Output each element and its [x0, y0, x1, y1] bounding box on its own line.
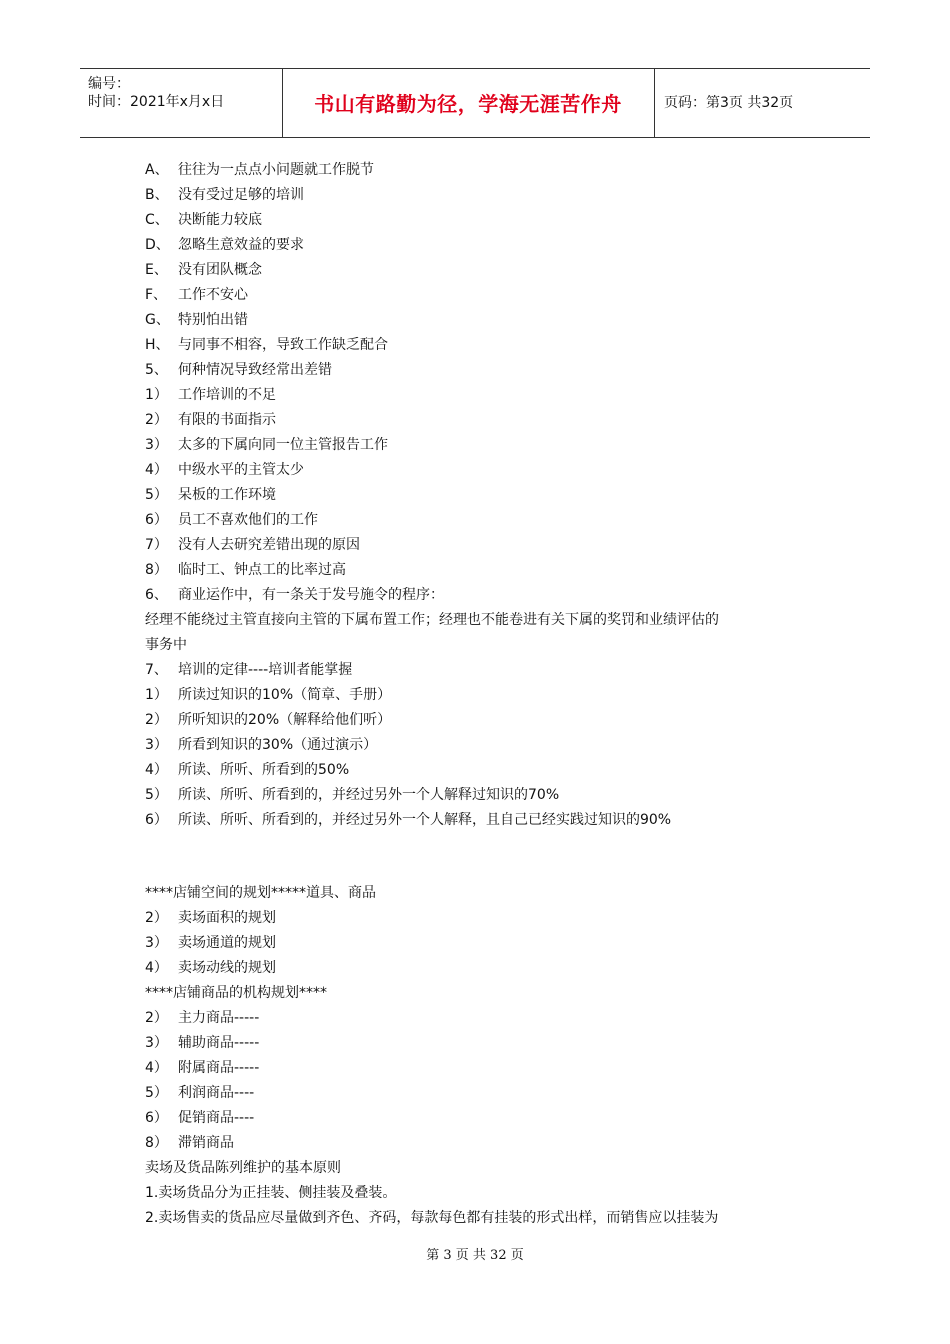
- line-text: 商业运作中，有一条关于发号施令的程序：: [178, 587, 444, 603]
- text-line: [145, 686, 391, 704]
- text-line: [145, 361, 332, 379]
- line-text: 附属商品-----: [178, 1060, 260, 1076]
- line-text: 培训的定律----培训者能掌握: [178, 662, 353, 678]
- text-line: [145, 1109, 254, 1127]
- line-text: 太多的下属向同一位主管报告工作: [178, 437, 388, 453]
- line-text: 所看到知识的30%（通过演示）: [178, 737, 378, 753]
- text-line: [145, 1134, 234, 1152]
- line-text: 没有团队概念: [178, 262, 262, 278]
- line-marker: 3）: [145, 1035, 168, 1051]
- line-marker: 8）: [145, 562, 168, 578]
- text-line: [145, 661, 352, 679]
- line-text: 经理不能绕过主管直接向主管的下属布置工作；经理也不能卷进有关下属的奖罚和业绩评估的: [145, 612, 719, 628]
- text-line: [145, 311, 248, 329]
- text-line: [145, 511, 318, 529]
- line-text: 中级水平的主管太少: [178, 462, 304, 478]
- line-marker: C、: [145, 212, 169, 228]
- line-marker: 7）: [145, 537, 168, 553]
- text-line: [145, 736, 377, 754]
- text-line: [145, 261, 262, 279]
- text-line: [145, 286, 248, 304]
- line-marker: 4）: [145, 762, 168, 778]
- text-line: [145, 536, 360, 554]
- line-text: 呆板的工作环境: [178, 487, 276, 503]
- line-text: 何种情况导致经常出差错: [178, 362, 332, 378]
- line-text: 特别怕出错: [178, 312, 248, 328]
- text-line: [145, 411, 276, 429]
- line-text: ****店铺空间的规划*****道具、商品: [145, 885, 376, 901]
- line-text: 临时工、钟点工的比率过高: [178, 562, 346, 578]
- text-line: [145, 786, 559, 804]
- text-line: [145, 486, 276, 504]
- line-marker: 2）: [145, 412, 168, 428]
- text-line: [145, 1159, 341, 1177]
- document-time-label: 时间：2021年x月x日: [88, 94, 225, 110]
- text-line: [145, 761, 349, 779]
- header-page-label: 页码：第3页 共32页: [664, 95, 794, 111]
- line-marker: 6）: [145, 812, 168, 828]
- text-line: [145, 1084, 254, 1102]
- line-marker: 2）: [145, 1010, 168, 1026]
- text-line: [145, 811, 671, 829]
- line-marker: 2）: [145, 712, 168, 728]
- line-marker: H、: [145, 337, 170, 353]
- line-text: 所读过知识的10%（简章、手册）: [178, 687, 392, 703]
- line-marker: 5、: [145, 362, 168, 378]
- text-line: [145, 711, 391, 729]
- line-marker: B、: [145, 187, 169, 203]
- line-marker: 2）: [145, 910, 168, 926]
- line-text: 卖场及货品陈列维护的基本原则: [145, 1160, 341, 1176]
- line-marker: F、: [145, 287, 168, 303]
- line-text: 工作培训的不足: [178, 387, 276, 403]
- line-marker: 6）: [145, 1110, 168, 1126]
- text-line: [145, 884, 376, 902]
- page-footer: 第 3 页 共 32 页: [426, 1248, 524, 1263]
- line-marker: 5）: [145, 787, 168, 803]
- line-marker: E、: [145, 262, 168, 278]
- line-marker: 6）: [145, 512, 168, 528]
- text-line: [145, 1034, 259, 1052]
- document-number-label: 编号：: [88, 76, 130, 92]
- text-line: [145, 561, 346, 579]
- line-marker: 3）: [145, 437, 168, 453]
- line-text: 2.卖场售卖的货品应尽量做到齐色、齐码，每款每色都有挂装的形式出样，而销售应以挂装为: [145, 1210, 719, 1226]
- line-text: 所读、所听、所看到的，并经过另外一个人解释，且自己已经实践过知识的90%: [178, 812, 672, 828]
- line-text: 忽略生意效益的要求: [178, 237, 304, 253]
- line-marker: 3）: [145, 935, 168, 951]
- line-marker: D、: [145, 237, 170, 253]
- header-motto: 书山有路勤为径，学海无涯苦作舟: [314, 92, 622, 116]
- line-text: 所听知识的20%（解释给他们听）: [178, 712, 392, 728]
- line-marker: 5）: [145, 487, 168, 503]
- line-text: 主力商品-----: [178, 1010, 260, 1026]
- text-line: [145, 586, 444, 604]
- text-line: [145, 1009, 259, 1027]
- line-marker: 4）: [145, 462, 168, 478]
- text-line: [145, 461, 304, 479]
- line-text: 辅助商品-----: [178, 1035, 260, 1051]
- text-line: [145, 1059, 259, 1077]
- line-text: 决断能力较底: [178, 212, 262, 228]
- text-line: [145, 1209, 718, 1227]
- text-line: [145, 161, 374, 179]
- text-line: [145, 611, 719, 629]
- line-marker: 8）: [145, 1135, 168, 1151]
- line-marker: 4）: [145, 1060, 168, 1076]
- line-text: 卖场动线的规划: [178, 960, 276, 976]
- text-line: [145, 636, 187, 654]
- line-marker: 6、: [145, 587, 168, 603]
- line-text: 工作不安心: [178, 287, 248, 303]
- text-line: [145, 336, 388, 354]
- line-marker: 1）: [145, 387, 168, 403]
- line-text: 没有人去研究差错出现的原因: [178, 537, 360, 553]
- text-line: [145, 1184, 396, 1202]
- line-marker: 4）: [145, 960, 168, 976]
- text-line: [145, 186, 304, 204]
- line-text: 卖场面积的规划: [178, 910, 276, 926]
- line-marker: 3）: [145, 737, 168, 753]
- text-line: [145, 959, 276, 977]
- line-text: 利润商品----: [178, 1085, 255, 1101]
- line-marker: 5）: [145, 1085, 168, 1101]
- text-line: [145, 211, 262, 229]
- line-marker: 7、: [145, 662, 168, 678]
- line-text: 所读、所听、所看到的50%: [178, 762, 350, 778]
- line-text: 卖场通道的规划: [178, 935, 276, 951]
- line-text: 没有受过足够的培训: [178, 187, 304, 203]
- text-line: [145, 934, 276, 952]
- line-text: 员工不喜欢他们的工作: [178, 512, 318, 528]
- line-text: 所读、所听、所看到的，并经过另外一个人解释过知识的70%: [178, 787, 560, 803]
- line-text: 促销商品----: [178, 1110, 255, 1126]
- line-text: 事务中: [145, 637, 187, 653]
- line-text: 1.卖场货品分为正挂装、侧挂装及叠装。: [145, 1185, 397, 1201]
- line-text: 与同事不相容，导致工作缺乏配合: [178, 337, 388, 353]
- line-text: 往往为一点点小问题就工作脱节: [178, 162, 374, 178]
- line-text: 滞销商品: [178, 1135, 234, 1151]
- line-marker: G、: [145, 312, 170, 328]
- text-line: [145, 984, 327, 1002]
- text-line: [145, 386, 276, 404]
- line-text: ****店铺商品的机构规划****: [145, 985, 327, 1001]
- line-marker: 1）: [145, 687, 168, 703]
- text-line: [145, 909, 276, 927]
- line-text: 有限的书面指示: [178, 412, 276, 428]
- text-line: [145, 236, 304, 254]
- text-line: [145, 436, 388, 454]
- line-marker: A、: [145, 162, 169, 178]
